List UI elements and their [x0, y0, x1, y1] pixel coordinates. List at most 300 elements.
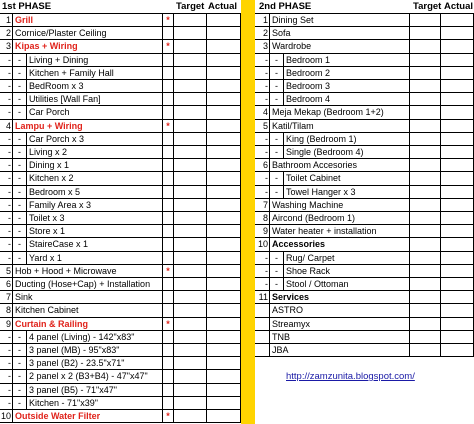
left-item-number: -: [0, 54, 13, 66]
left-actual-cell[interactable]: [207, 238, 241, 250]
left-actual-cell[interactable]: [207, 40, 241, 52]
right-table-row: [255, 265, 474, 278]
left-priority-mark: [163, 212, 174, 224]
right-target-cell[interactable]: [410, 27, 441, 39]
right-actual-cell[interactable]: [441, 93, 474, 105]
left-actual-cell[interactable]: [207, 265, 241, 277]
left-item-label: Living + Dining: [27, 54, 163, 66]
left-subitem-dash: -: [13, 344, 27, 356]
right-actual-cell[interactable]: [441, 172, 474, 184]
left-item-number: -: [0, 146, 13, 158]
left-actual-header: Actual: [208, 1, 238, 12]
left-item-number: 1: [0, 14, 13, 26]
left-target-cell[interactable]: [174, 67, 207, 79]
left-item-number: -: [0, 357, 13, 369]
right-item-label: Aircond (Bedroom 1): [270, 212, 410, 224]
left-item-label: Sink: [13, 291, 163, 303]
left-item-number: -: [0, 67, 13, 79]
right-subitem-dash: -: [270, 54, 284, 66]
phase-divider: [241, 0, 255, 424]
left-subitem-dash: -: [13, 133, 27, 145]
left-item-label: Kitchen - 71"x39": [27, 397, 163, 409]
right-item-number: -: [255, 54, 270, 66]
left-priority-mark: [163, 278, 174, 290]
left-target-cell[interactable]: [174, 410, 207, 422]
right-item-number: [255, 318, 270, 330]
right-header-title: 2nd PHASE: [259, 1, 312, 12]
left-table-row: [0, 225, 241, 238]
left-table-row: [0, 172, 241, 185]
right-target-cell[interactable]: [410, 212, 441, 224]
left-priority-mark: *: [163, 120, 174, 132]
left-item-number: -: [0, 133, 13, 145]
left-actual-cell[interactable]: [207, 186, 241, 198]
left-subitem-dash: -: [13, 331, 27, 343]
left-target-cell[interactable]: [174, 133, 207, 145]
right-target-cell[interactable]: [410, 67, 441, 79]
right-item-label: TNB: [270, 331, 410, 343]
left-subitem-dash: -: [13, 146, 27, 158]
right-target-cell[interactable]: [410, 238, 441, 250]
right-target-cell[interactable]: [410, 40, 441, 52]
left-priority-mark: [163, 397, 174, 409]
left-table-row: [0, 370, 241, 383]
left-actual-cell[interactable]: [207, 54, 241, 66]
left-actual-cell[interactable]: [207, 93, 241, 105]
left-target-cell[interactable]: [174, 331, 207, 343]
right-actual-cell[interactable]: [441, 199, 474, 211]
left-target-cell[interactable]: [174, 40, 207, 52]
right-item-number: -: [255, 67, 270, 79]
right-item-label: ASTRO: [270, 304, 410, 316]
right-target-cell[interactable]: [410, 199, 441, 211]
right-target-header: Target: [413, 1, 442, 12]
left-actual-cell[interactable]: [207, 370, 241, 382]
left-item-number: 8: [0, 304, 13, 316]
left-actual-cell[interactable]: [207, 344, 241, 356]
left-table-row: [0, 120, 241, 133]
left-actual-cell[interactable]: [207, 146, 241, 158]
left-priority-mark: [163, 186, 174, 198]
right-item-number: 4: [255, 106, 270, 118]
left-item-label: Curtain & Railing: [13, 318, 163, 330]
right-table-row: [255, 67, 474, 80]
left-item-number: -: [0, 384, 13, 396]
left-priority-mark: [163, 238, 174, 250]
left-actual-cell[interactable]: [207, 14, 241, 26]
right-item-number: 8: [255, 212, 270, 224]
left-actual-cell[interactable]: [207, 159, 241, 171]
left-table-row: [0, 54, 241, 67]
right-item-label: Meja Mekap (Bedroom 1+2): [270, 106, 410, 118]
left-table-row: [0, 106, 241, 119]
left-priority-mark: [163, 159, 174, 171]
left-item-number: -: [0, 238, 13, 250]
right-table-row: [255, 133, 474, 146]
right-item-number: -: [255, 186, 270, 198]
right-item-label: Services: [270, 291, 410, 303]
right-item-label: Stool / Ottoman: [284, 278, 410, 290]
left-item-label: Kitchen x 2: [27, 172, 163, 184]
right-table-row: [255, 14, 474, 27]
left-subitem-dash: -: [13, 384, 27, 396]
right-item-label: Streamyx: [270, 318, 410, 330]
left-table-row: [0, 146, 241, 159]
left-table-row: [0, 159, 241, 172]
right-item-label: Toilet Cabinet: [284, 172, 410, 184]
left-item-label: Kitchen + Family Hall: [27, 67, 163, 79]
left-table-row: [0, 212, 241, 225]
left-table-row: [0, 252, 241, 265]
left-priority-mark: [163, 304, 174, 316]
right-target-cell[interactable]: [410, 54, 441, 66]
right-actual-cell[interactable]: [441, 146, 474, 158]
left-item-label: Bedroom x 5: [27, 186, 163, 198]
left-item-label: Family Area x 3: [27, 199, 163, 211]
left-actual-cell[interactable]: [207, 304, 241, 316]
right-target-cell[interactable]: [410, 146, 441, 158]
left-actual-cell[interactable]: [207, 212, 241, 224]
left-target-cell[interactable]: [174, 14, 207, 26]
right-table-row: [255, 172, 474, 185]
left-item-label: Living x 2: [27, 146, 163, 158]
left-target-cell[interactable]: [174, 384, 207, 396]
right-actual-cell[interactable]: [441, 304, 474, 316]
left-actual-cell[interactable]: [207, 384, 241, 396]
left-actual-cell[interactable]: [207, 80, 241, 92]
left-actual-cell[interactable]: [207, 133, 241, 145]
left-subitem-dash: -: [13, 252, 27, 264]
left-target-cell[interactable]: [174, 106, 207, 118]
left-target-cell[interactable]: [174, 186, 207, 198]
left-priority-mark: [163, 331, 174, 343]
left-target-cell[interactable]: [174, 397, 207, 409]
right-subitem-dash: -: [270, 93, 284, 105]
left-priority-mark: [163, 133, 174, 145]
left-table-row: [0, 133, 241, 146]
left-actual-cell[interactable]: [207, 331, 241, 343]
left-item-label: Outside Water Filter: [13, 410, 163, 422]
left-item-number: -: [0, 106, 13, 118]
right-target-cell[interactable]: [410, 172, 441, 184]
right-table-row: [255, 186, 474, 199]
right-item-number: [255, 304, 270, 316]
left-target-cell[interactable]: [174, 159, 207, 171]
left-item-number: 3: [0, 40, 13, 52]
left-item-label: 2 panel x 2 (B3+B4) - 47"x47": [27, 370, 163, 382]
right-actual-cell[interactable]: [441, 133, 474, 145]
right-actual-cell[interactable]: [441, 344, 474, 356]
left-item-label: 3 panel (B5) - 71"x47": [27, 384, 163, 396]
right-item-label: Rug/ Carpet: [284, 252, 410, 264]
left-subitem-dash: -: [13, 93, 27, 105]
right-target-cell[interactable]: [410, 159, 441, 171]
left-table-row: [0, 304, 241, 317]
left-actual-cell[interactable]: [207, 225, 241, 237]
left-item-number: -: [0, 93, 13, 105]
right-table-row: [255, 344, 474, 357]
right-table-row: [255, 252, 474, 265]
right-table-row: [255, 278, 474, 291]
left-actual-cell[interactable]: [207, 397, 241, 409]
right-actual-cell[interactable]: [441, 27, 474, 39]
right-item-number: 6: [255, 159, 270, 171]
left-target-cell[interactable]: [174, 212, 207, 224]
right-table-row: [255, 146, 474, 159]
left-priority-mark: *: [163, 14, 174, 26]
left-subitem-dash: -: [13, 238, 27, 250]
left-target-cell[interactable]: [174, 357, 207, 369]
right-actual-cell[interactable]: [441, 291, 474, 303]
left-actual-cell[interactable]: [207, 106, 241, 118]
left-priority-mark: [163, 370, 174, 382]
left-actual-cell[interactable]: [207, 291, 241, 303]
right-item-number: -: [255, 146, 270, 158]
left-subitem-dash: -: [13, 67, 27, 79]
right-table-row: [255, 318, 474, 331]
left-target-cell[interactable]: [174, 172, 207, 184]
right-item-number: -: [255, 172, 270, 184]
right-table-row: [255, 291, 474, 304]
left-table-row: [0, 265, 241, 278]
left-target-cell[interactable]: [174, 225, 207, 237]
left-subitem-dash: -: [13, 172, 27, 184]
left-table-row: [0, 318, 241, 331]
left-subitem-dash: -: [13, 357, 27, 369]
right-target-cell[interactable]: [410, 278, 441, 290]
left-subitem-dash: -: [13, 212, 27, 224]
left-target-cell[interactable]: [174, 54, 207, 66]
right-actual-cell[interactable]: [441, 159, 474, 171]
left-header-title: 1st PHASE: [2, 1, 52, 12]
left-item-label: Car Porch: [27, 106, 163, 118]
left-priority-mark: [163, 252, 174, 264]
left-item-number: -: [0, 159, 13, 171]
left-table-row: [0, 397, 241, 410]
left-item-number: -: [0, 370, 13, 382]
right-target-cell[interactable]: [410, 304, 441, 316]
right-actual-cell[interactable]: [441, 212, 474, 224]
right-table-row: [255, 80, 474, 93]
left-priority-mark: [163, 225, 174, 237]
left-header: [0, 0, 241, 14]
right-target-cell[interactable]: [410, 14, 441, 26]
right-item-label: Bedroom 4: [284, 93, 410, 105]
left-item-label: Kipas + Wiring: [13, 40, 163, 52]
right-actual-cell[interactable]: [441, 80, 474, 92]
left-target-cell[interactable]: [174, 238, 207, 250]
left-subitem-dash: -: [13, 80, 27, 92]
left-item-number: -: [0, 186, 13, 198]
right-target-cell[interactable]: [410, 186, 441, 198]
right-table-row: [255, 159, 474, 172]
right-actual-cell[interactable]: [441, 14, 474, 26]
right-item-number: 3: [255, 40, 270, 52]
left-priority-mark: [163, 172, 174, 184]
blog-link[interactable]: http://zamzunita.blogspot.com/: [286, 371, 415, 382]
left-priority-mark: [163, 199, 174, 211]
right-item-number: 7: [255, 199, 270, 211]
left-priority-mark: *: [163, 40, 174, 52]
right-table-row: [255, 199, 474, 212]
left-target-cell[interactable]: [174, 344, 207, 356]
right-item-number: 10: [255, 238, 270, 250]
right-item-label: Towel Hanger x 3: [284, 186, 410, 198]
left-item-label: Hob + Hood + Microwave: [13, 265, 163, 277]
right-target-cell[interactable]: [410, 80, 441, 92]
right-actual-cell[interactable]: [441, 54, 474, 66]
right-item-label: Katil/Tilam: [270, 120, 410, 132]
left-target-cell[interactable]: [174, 93, 207, 105]
left-target-cell[interactable]: [174, 120, 207, 132]
left-target-cell[interactable]: [174, 80, 207, 92]
left-actual-cell[interactable]: [207, 318, 241, 330]
left-item-number: 9: [0, 318, 13, 330]
right-actual-cell[interactable]: [441, 278, 474, 290]
right-item-number: 1: [255, 14, 270, 26]
right-target-cell[interactable]: [410, 265, 441, 277]
left-item-number: -: [0, 331, 13, 343]
left-priority-mark: [163, 67, 174, 79]
right-target-cell[interactable]: [410, 252, 441, 264]
left-subitem-dash: -: [13, 54, 27, 66]
right-target-cell[interactable]: [410, 93, 441, 105]
right-item-label: Wardrobe: [270, 40, 410, 52]
right-subitem-dash: -: [270, 252, 284, 264]
right-item-label: Washing Machine: [270, 199, 410, 211]
right-item-number: -: [255, 265, 270, 277]
left-priority-mark: [163, 80, 174, 92]
right-item-label: Sofa: [270, 27, 410, 39]
left-table-row: [0, 199, 241, 212]
right-actual-cell[interactable]: [441, 40, 474, 52]
left-actual-cell[interactable]: [207, 357, 241, 369]
right-actual-cell[interactable]: [441, 225, 474, 237]
right-item-label: JBA: [270, 344, 410, 356]
left-target-cell[interactable]: [174, 146, 207, 158]
left-actual-cell[interactable]: [207, 120, 241, 132]
left-item-label: Cornice/Plaster Ceiling: [13, 27, 163, 39]
right-target-cell[interactable]: [410, 344, 441, 356]
left-target-cell[interactable]: [174, 265, 207, 277]
right-item-number: [255, 331, 270, 343]
right-actual-cell[interactable]: [441, 67, 474, 79]
left-actual-cell[interactable]: [207, 278, 241, 290]
right-actual-cell[interactable]: [441, 106, 474, 118]
right-target-cell[interactable]: [410, 318, 441, 330]
left-subitem-dash: -: [13, 159, 27, 171]
right-item-number: 5: [255, 120, 270, 132]
right-item-number: 9: [255, 225, 270, 237]
left-item-number: -: [0, 172, 13, 184]
right-subitem-dash: -: [270, 265, 284, 277]
right-subitem-dash: -: [270, 67, 284, 79]
left-priority-mark: [163, 357, 174, 369]
right-item-number: -: [255, 93, 270, 105]
right-item-label: Bedroom 3: [284, 80, 410, 92]
right-actual-cell[interactable]: [441, 331, 474, 343]
right-target-cell[interactable]: [410, 331, 441, 343]
left-target-cell[interactable]: [174, 278, 207, 290]
left-priority-mark: [163, 146, 174, 158]
right-subitem-dash: -: [270, 186, 284, 198]
left-target-cell[interactable]: [174, 370, 207, 382]
right-actual-cell[interactable]: [441, 318, 474, 330]
left-table-row: [0, 93, 241, 106]
right-item-number: 2: [255, 27, 270, 39]
right-target-cell[interactable]: [410, 133, 441, 145]
left-table-row: [0, 27, 241, 40]
left-item-number: -: [0, 212, 13, 224]
right-subitem-dash: -: [270, 80, 284, 92]
right-target-cell[interactable]: [410, 291, 441, 303]
left-priority-mark: [163, 27, 174, 39]
right-item-label: Accessories: [270, 238, 410, 250]
right-table-row: [255, 120, 474, 133]
left-actual-cell[interactable]: [207, 67, 241, 79]
right-item-label: Single (Bedroom 4): [284, 146, 410, 158]
right-actual-header: Actual: [444, 1, 474, 12]
left-actual-cell[interactable]: [207, 410, 241, 422]
left-target-cell[interactable]: [174, 318, 207, 330]
left-table-row: [0, 40, 241, 53]
right-item-label: Shoe Rack: [284, 265, 410, 277]
right-table-row: [255, 212, 474, 225]
right-subitem-dash: -: [270, 146, 284, 158]
left-item-label: Lampu + Wiring: [13, 120, 163, 132]
left-priority-mark: *: [163, 410, 174, 422]
left-item-number: 2: [0, 27, 13, 39]
right-item-number: -: [255, 278, 270, 290]
left-item-label: Utilities [Wall Fan]: [27, 93, 163, 105]
right-actual-cell[interactable]: [441, 265, 474, 277]
right-actual-cell[interactable]: [441, 120, 474, 132]
left-actual-cell[interactable]: [207, 252, 241, 264]
left-item-label: Dining x 1: [27, 159, 163, 171]
right-item-number: [255, 344, 270, 356]
left-actual-cell[interactable]: [207, 199, 241, 211]
left-actual-cell[interactable]: [207, 172, 241, 184]
left-item-number: -: [0, 80, 13, 92]
right-table-row: [255, 238, 474, 251]
left-item-label: 3 panel (MB) - 95"x83": [27, 344, 163, 356]
left-actual-cell[interactable]: [207, 27, 241, 39]
left-item-label: 3 panel (B2) - 23.5"x71": [27, 357, 163, 369]
left-subitem-dash: -: [13, 186, 27, 198]
left-subitem-dash: -: [13, 397, 27, 409]
left-item-number: 7: [0, 291, 13, 303]
right-actual-cell[interactable]: [441, 238, 474, 250]
left-item-number: -: [0, 252, 13, 264]
left-target-cell[interactable]: [174, 252, 207, 264]
right-item-label: King (Bedroom 1): [284, 133, 410, 145]
left-item-number: -: [0, 225, 13, 237]
right-target-cell[interactable]: [410, 106, 441, 118]
right-item-number: -: [255, 80, 270, 92]
right-subitem-dash: -: [270, 278, 284, 290]
right-header: [255, 0, 474, 14]
right-actual-cell[interactable]: [441, 186, 474, 198]
right-subitem-dash: -: [270, 172, 284, 184]
right-actual-cell[interactable]: [441, 252, 474, 264]
left-target-cell[interactable]: [174, 304, 207, 316]
left-target-cell[interactable]: [174, 291, 207, 303]
right-target-cell[interactable]: [410, 225, 441, 237]
left-target-cell[interactable]: [174, 199, 207, 211]
left-target-cell[interactable]: [174, 27, 207, 39]
left-priority-mark: *: [163, 265, 174, 277]
right-target-cell[interactable]: [410, 120, 441, 132]
